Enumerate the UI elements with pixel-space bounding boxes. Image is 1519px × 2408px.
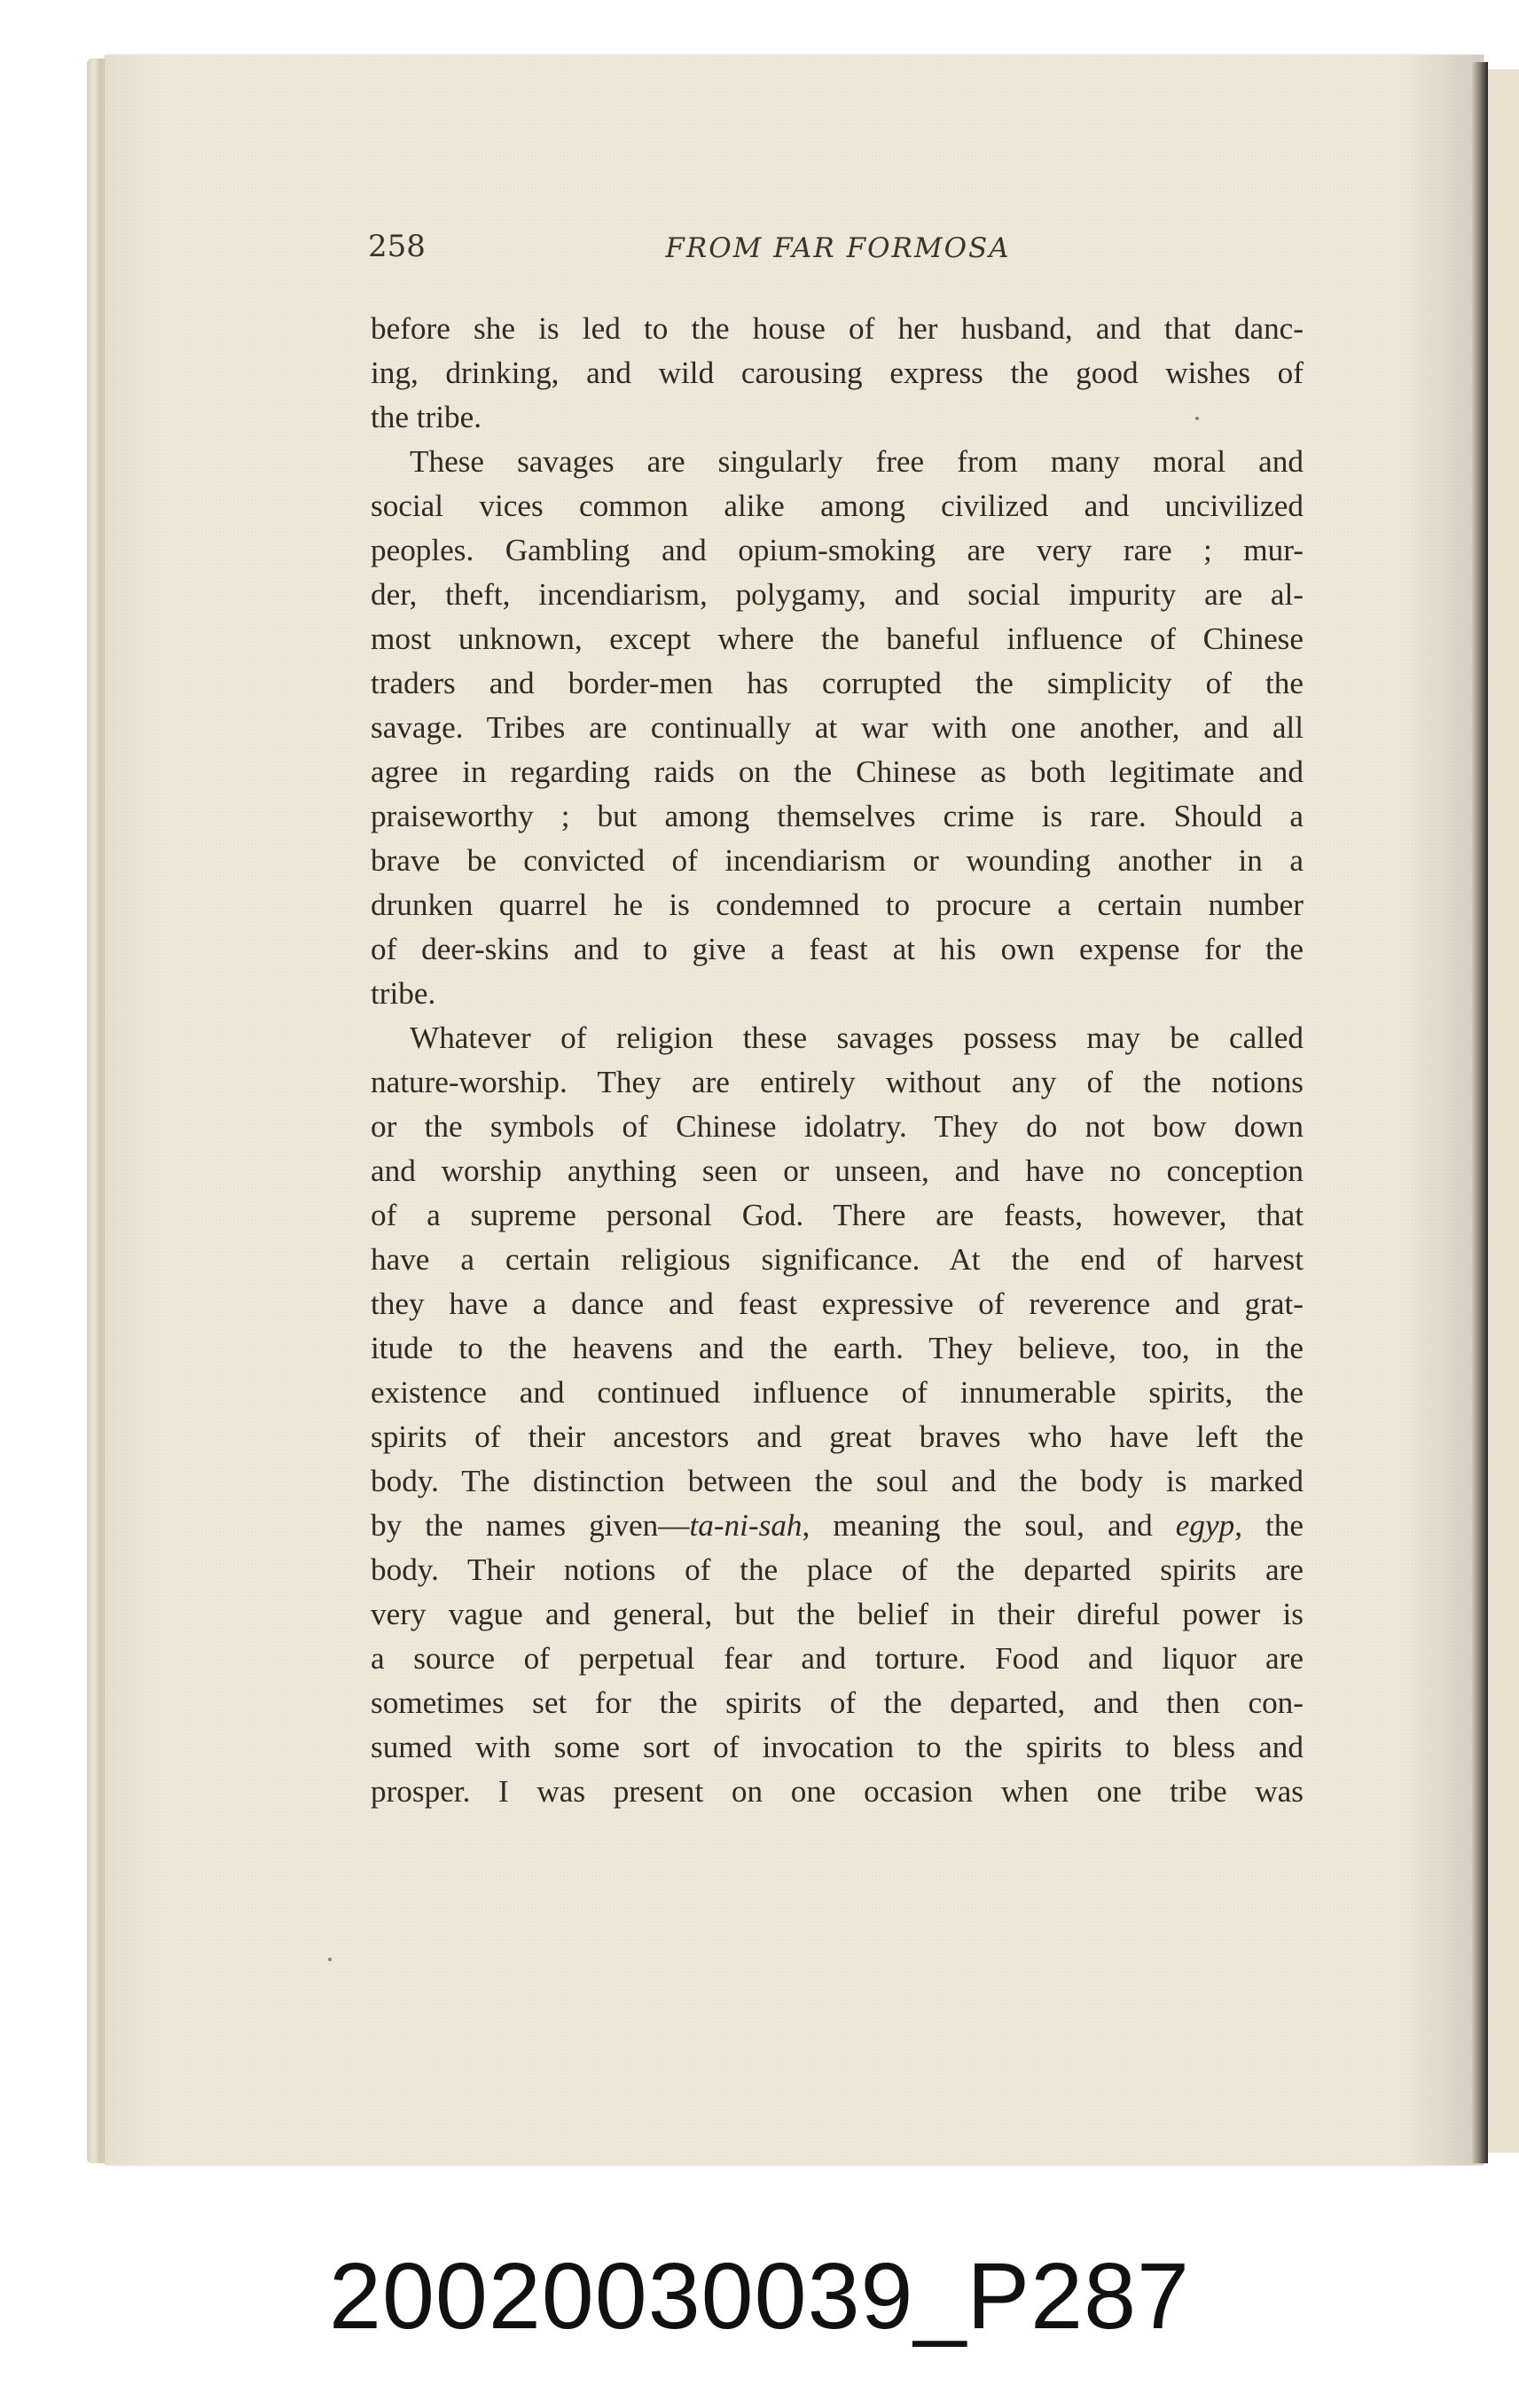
text-line: body. The distinction between the soul and the body is marked [371,1464,1304,1498]
text-line: social vices common alike among civilized and uncivilized [371,489,1304,523]
text-line: traders and border-men has corrupted the simplicity of the [371,666,1304,700]
text-line: spirits of their ancestors and great braves who have left the [371,1419,1304,1454]
text-line: tribe. [371,976,436,1011]
text-line: of deer-skins and to give a feast at his own expense for the [371,932,1304,966]
text-line: body. Their notions of the place of the departed spirits are [371,1552,1304,1587]
page-edge-left [87,59,106,2163]
text-line: most unknown, except where the baneful influence of Chinese [371,622,1304,656]
text-line: itude to the heavens and the earth. They believe, too, in the [371,1331,1304,1365]
running-head: FROM FAR FORMOSA [665,232,1011,264]
paper-speck [328,1958,332,1961]
text-line: nature-worship. They are entirely without any of the notions [371,1065,1304,1099]
text-line: very vague and general, but the belief in their direful power is [371,1597,1304,1631]
book-gutter [1472,62,1488,2163]
text-line: brave be convicted of incendiarism or wounding another in a [371,843,1304,878]
text-fragment: , the [1234,1508,1304,1543]
text-line: of a supreme personal God. There are feasts, however, that [371,1198,1304,1232]
text-line: or the symbols of Chinese idolatry. They do not bow down [371,1109,1304,1144]
italic-term: egyp [1175,1508,1235,1543]
text-line: before she is led to the house of her husband, and that danc- [371,311,1304,346]
text-line: savage. Tribes are continually at war with one another, and all [371,710,1304,745]
text-line: drunken quarrel he is condemned to procure a certain number [371,887,1304,922]
text-line: der, theft, incendiarism, polygamy, and social impurity are al- [371,577,1304,612]
text-line: These savages are singularly free from many moral and [410,444,1304,479]
text-line: prosper. I was present on one occasion when one tribe was [371,1774,1304,1809]
text-line: the tribe. [371,400,482,434]
text-line: a source of perpetual fear and torture. Food and liquor are [371,1641,1304,1676]
page-number: 258 [368,229,426,264]
text-line: they have a dance and feast expressive of reverence and grat- [371,1286,1304,1321]
catalog-id-label: 20020030039_P287 [329,2244,1190,2349]
text-line: existence and continued influence of innumerable spirits, the [371,1375,1304,1410]
text-line: and worship anything seen or unseen, and have no conception [371,1153,1304,1188]
text-line: ing, drinking, and wild carousing express the good wishes of [371,356,1304,390]
text-line: peoples. Gambling and opium-smoking are very rare ; mur- [371,533,1304,567]
text-line: Whatever of religion these savages possess may be called [410,1020,1304,1055]
text-line: praiseworthy ; but among themselves crime is rare. Should a [371,799,1304,833]
text-fragment: , meaning the soul, and [802,1508,1176,1543]
text-line: agree in regarding raids on the Chinese as both legitimate and [371,754,1304,789]
text-line: sometimes set for the spirits of the departed, and then con- [371,1685,1304,1720]
facing-page-edge [1488,69,1519,2153]
italic-term: ta-ni-sah [689,1508,803,1543]
text-line [371,1504,1304,1548]
text-line: have a certain religious significance. At the end of harvest [371,1242,1304,1277]
text-line: sumed with some sort of invocation to the spirits to bless and [371,1730,1304,1764]
text-fragment: by the names given— [371,1508,690,1543]
paper-speck [1195,417,1199,420]
body-text [371,307,1304,1814]
